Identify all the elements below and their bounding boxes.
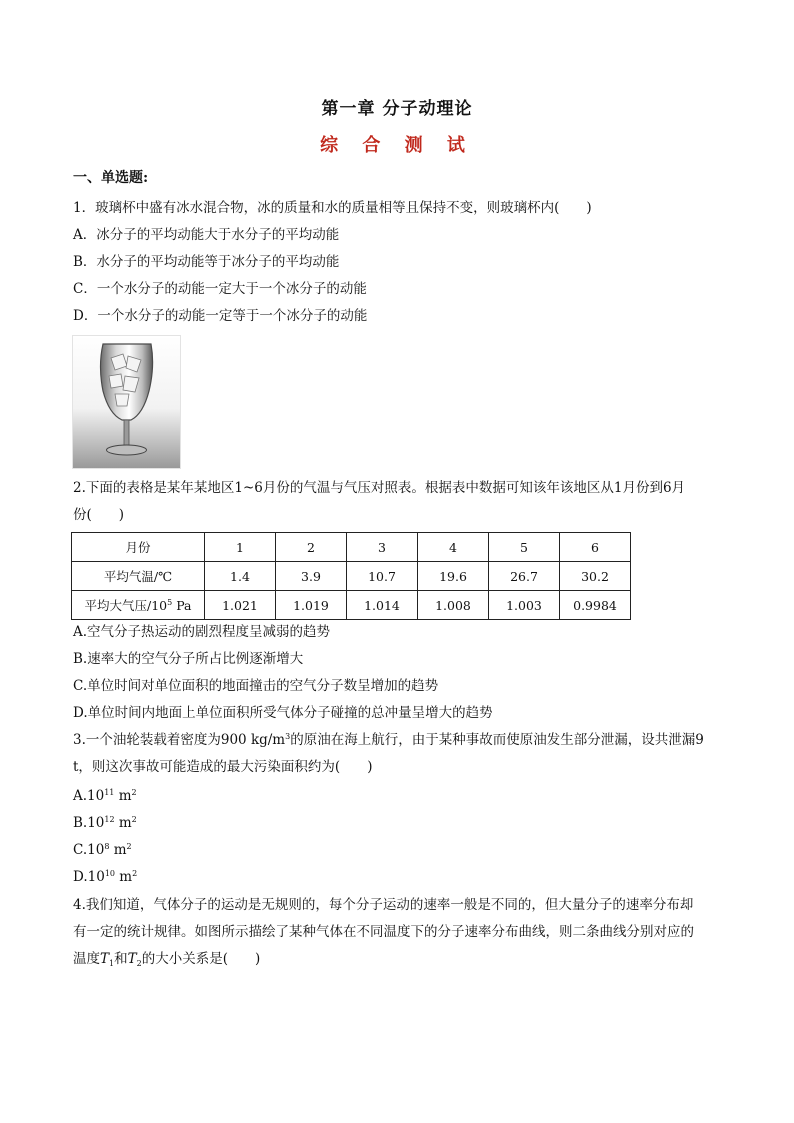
q2-option-a: A.空气分子热运动的剧烈程度呈减弱的趋势 [73,624,331,640]
row-header-temperature: 平均气温/℃ [72,562,205,591]
option-base: C.10 [73,842,105,858]
option-unit-exponent: 2 [131,788,137,797]
month-cell: 1 [205,533,276,562]
weather-table [71,532,631,620]
q4-line3 [73,949,260,969]
temperature-cell: 1.4 [205,562,276,591]
month-cell: 6 [560,533,631,562]
pressure-cell: 1.003 [489,591,560,620]
glass-of-ice-water-image [72,335,181,469]
q2-option-d: D.单位时间内地面上单位面积所受气体分子碰撞的总冲量呈增大的趋势 [73,705,493,721]
q1-option-c: C．一个水分子的动能一定大于一个冰分子的动能 [73,281,367,297]
pressure-label: 平均大气压/10 [84,598,168,613]
table-row [72,591,631,620]
option-unit: m [115,869,133,885]
month-cell: 4 [418,533,489,562]
pressure-cell: 0.9984 [560,591,631,620]
q1-option-b: B．水分子的平均动能等于冰分子的平均动能 [73,254,340,270]
option-unit-exponent: 2 [132,869,138,878]
option-unit: m [114,815,132,831]
q4-line1: 4.我们知道，气体分子的运动是无规则的，每个分子运动的速率一般是不同的，但大量分子的速率分布却 [73,897,694,913]
q4-t1: T [100,951,110,967]
table-row [72,533,631,562]
q3-stem-line1 [73,730,704,750]
pressure-exponent: 5 [167,598,173,607]
q1-stem: 1．玻璃杯中盛有冰水混合物，冰的质量和水的质量相等且保持不变，则玻璃杯内( ) [73,200,592,216]
test-subtitle: 综 合 测 试 [320,135,474,156]
q3-option-a [73,786,137,806]
option-exponent: 8 [104,842,110,851]
section-heading: 一、单选题: [73,170,149,186]
row-header-month: 月份 [72,533,205,562]
q3-density-exponent: 3 [285,732,291,741]
option-exponent: 10 [104,869,115,878]
temperature-cell: 30.2 [560,562,631,591]
option-unit-exponent: 2 [131,815,137,824]
row-header-pressure [72,591,205,620]
pressure-cell: 1.019 [276,591,347,620]
q4-line3-a: 温度 [73,951,100,967]
q3-option-d [73,867,137,887]
temperature-cell: 19.6 [418,562,489,591]
option-base: D.10 [73,869,105,885]
q3-option-b [73,813,137,833]
q4-line2: 有一定的统计规律。如图所示描绘了某种气体在不同温度下的分子速率分布曲线，则二条曲线分别对应的 [73,924,694,940]
option-base: A.10 [73,788,105,804]
option-unit: m [114,788,132,804]
temperature-cell: 10.7 [347,562,418,591]
option-unit-exponent: 2 [126,842,132,851]
q4-t2-sub: 2 [136,959,142,968]
q3-stem-b: 的原油在海上航行，由于某种事故而使原油发生部分泄漏，设共泄漏9 [290,732,704,748]
q4-and: 和 [114,951,128,967]
table-row [72,562,631,591]
q2-option-b: B.速率大的空气分子所占比例逐渐增大 [73,651,304,667]
month-cell: 3 [347,533,418,562]
option-base: B.10 [73,815,105,831]
option-exponent: 11 [104,788,115,797]
q1-option-a: A．冰分子的平均动能大于水分子的平均动能 [73,227,340,243]
q2-stem-line1: 2.下面的表格是某年某地区1~6月份的气温与气压对照表。根据表中数据可知该年该地区从1月份到6月 [73,480,686,496]
pressure-cell: 1.021 [205,591,276,620]
option-exponent: 12 [104,815,115,824]
q1-option-d: D．一个水分子的动能一定等于一个冰分子的动能 [73,308,368,324]
pressure-cell: 1.014 [347,591,418,620]
glass-illustration [73,336,180,468]
month-cell: 2 [276,533,347,562]
month-cell: 5 [489,533,560,562]
pressure-cell: 1.008 [418,591,489,620]
chapter-title: 第一章 分子动理论 [321,99,473,119]
temperature-cell: 3.9 [276,562,347,591]
q4-t2: T [127,951,137,967]
q3-stem-line2: t，则这次事故可能造成的最大污染面积约为( ) [73,759,373,775]
option-unit: m [109,842,127,858]
q4-line3-b: 的大小关系是( ) [141,951,261,967]
q2-stem-line2: 份( ) [73,507,125,523]
q4-t1-sub: 1 [109,959,115,968]
q2-option-c: C.单位时间对单位面积的地面撞击的空气分子数呈增加的趋势 [73,678,439,694]
q3-stem-a: 3.一个油轮装载着密度为900 kg/m [73,732,286,748]
pressure-unit: Pa [172,598,192,613]
temperature-cell: 26.7 [489,562,560,591]
q3-option-c [73,840,132,860]
